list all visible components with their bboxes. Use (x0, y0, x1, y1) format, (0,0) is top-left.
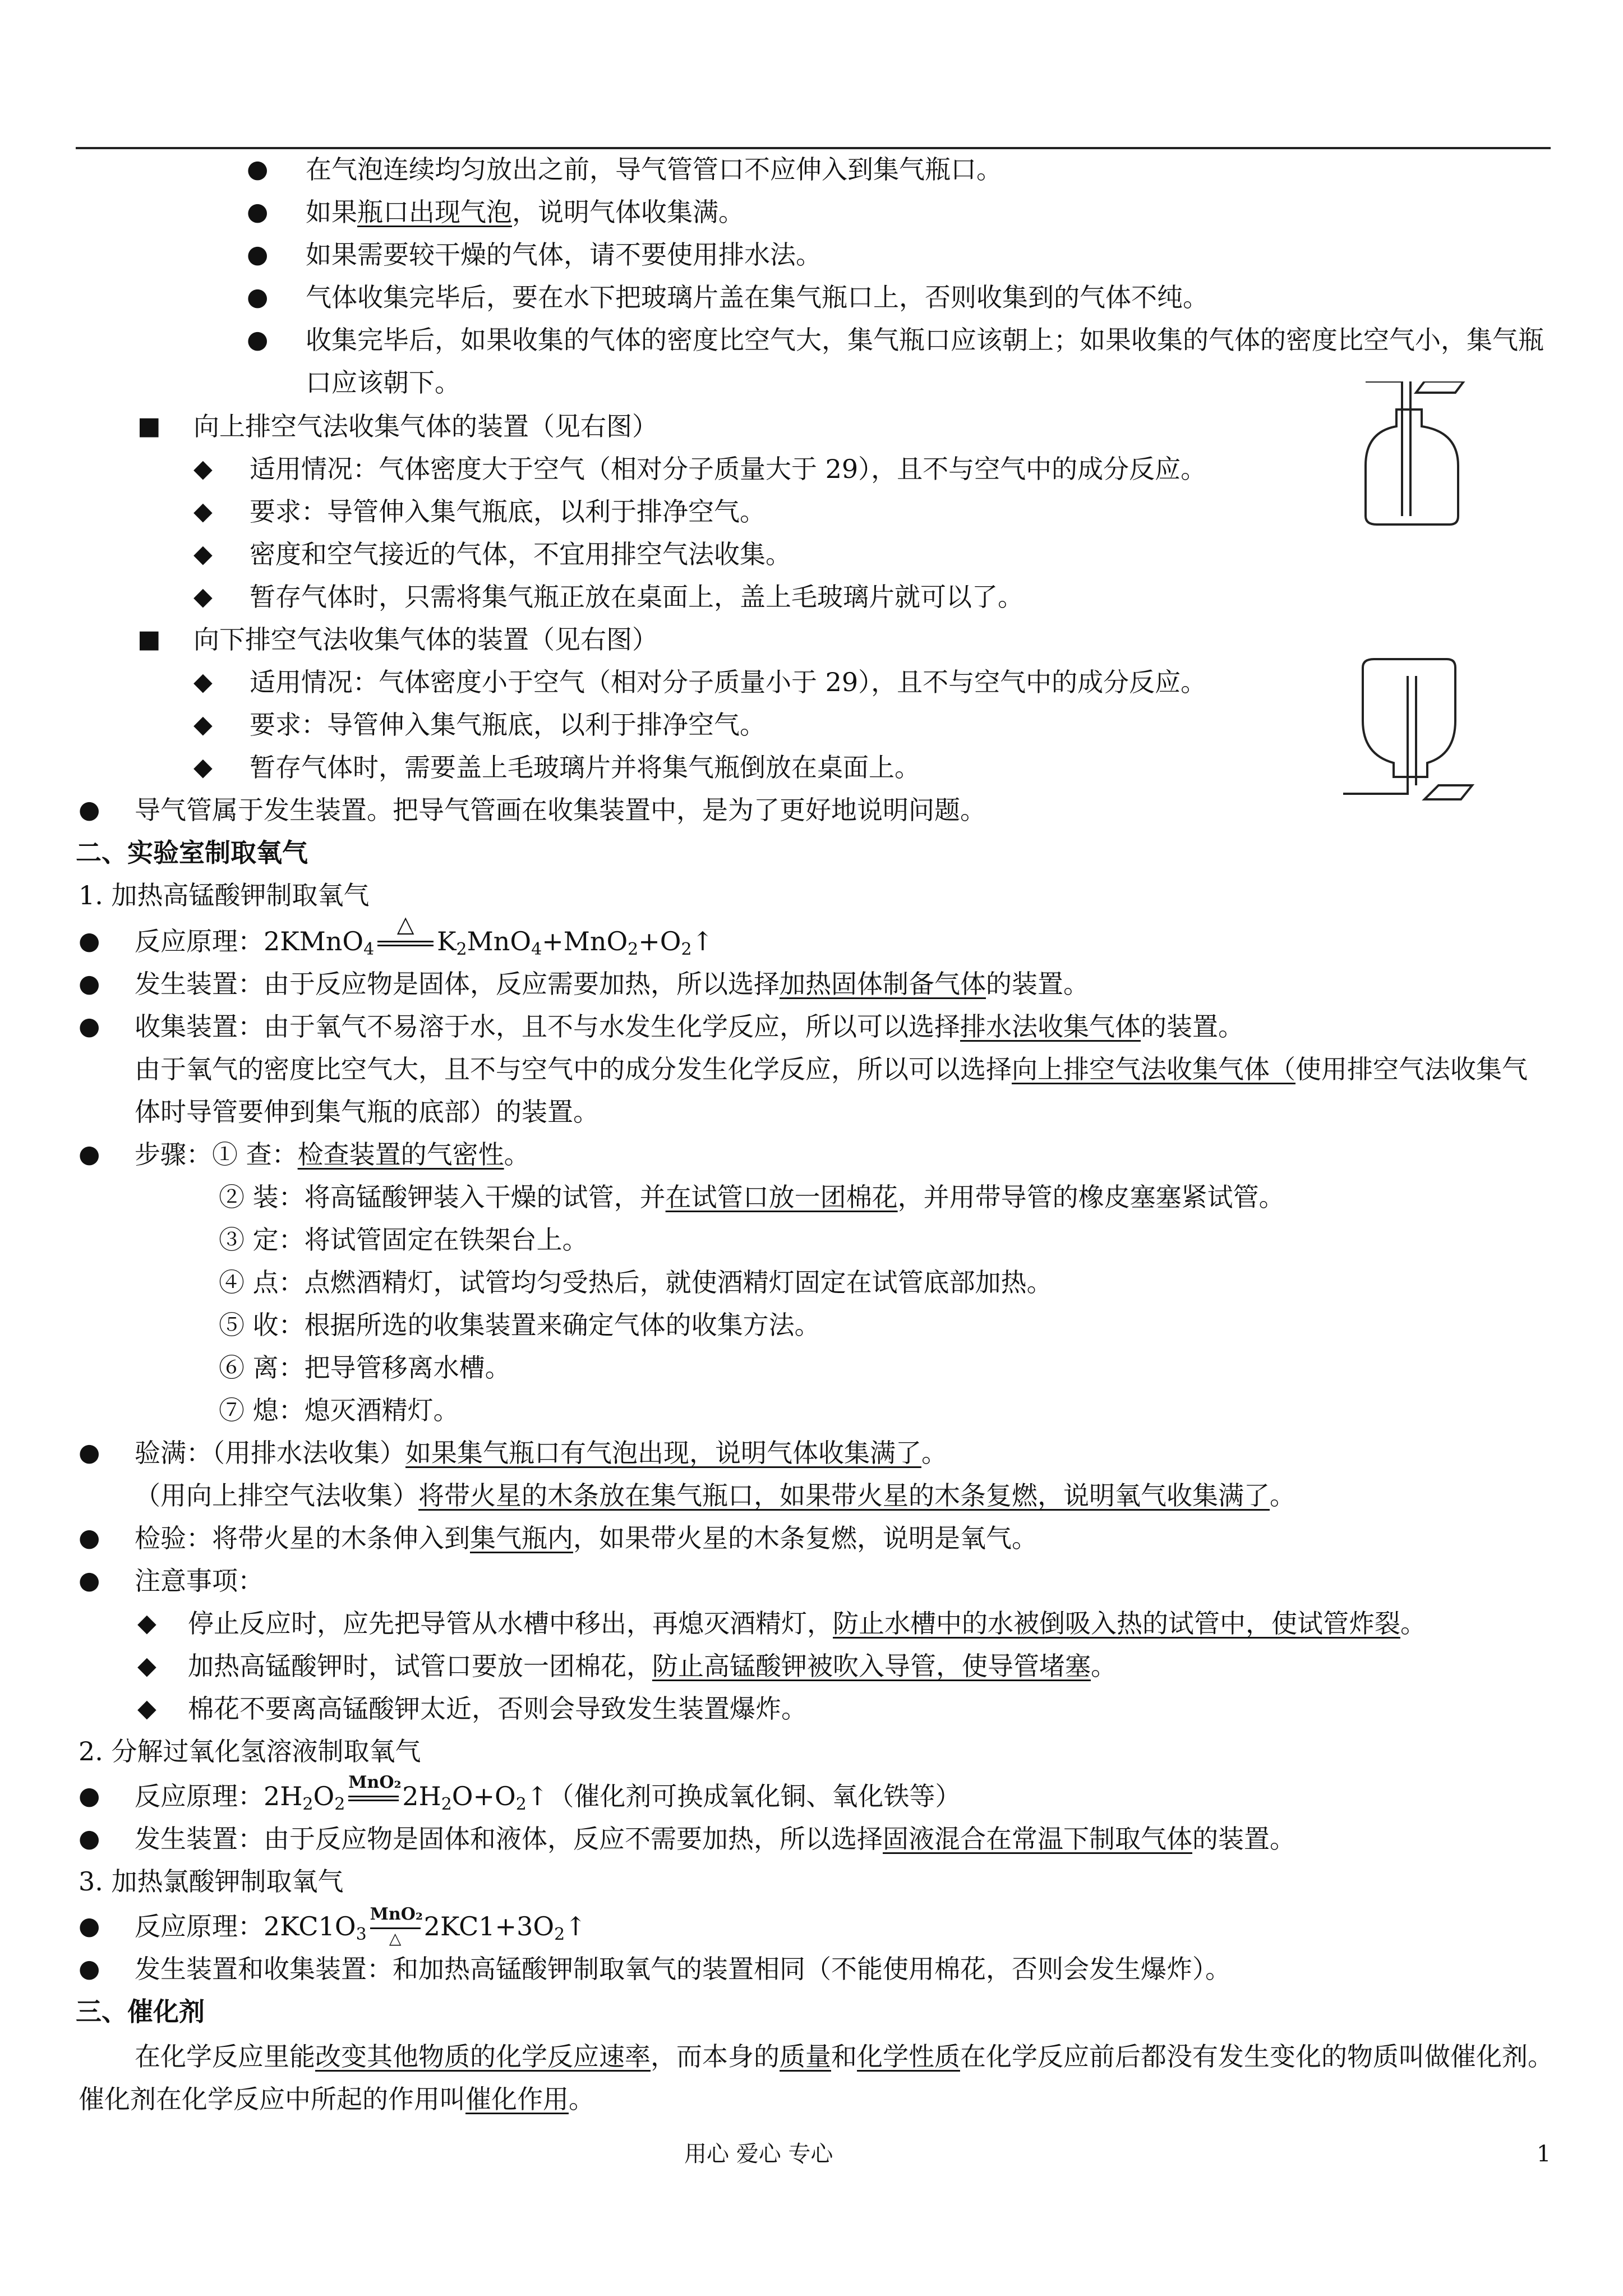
footer-motto: 用心 爱心 专心 (684, 2141, 833, 2167)
equation-h2o2: 反应原理：$2H_2O_2$ MnO₂ $2H_2O+O_2↑$（催化剂可换成氧化铜、氧化铁等） (135, 1773, 961, 1814)
step-line: ⑥ 离：把导管移离水槽。 (219, 1352, 511, 1383)
bullet-dot: ● (79, 1438, 100, 1467)
text-line: 检验：将带火星的木条伸入到集气瓶内，如果带火星的木条复燃，说明是氧气。 (135, 1523, 1038, 1553)
text-line: 验满：（用排水法收集）如果集气瓶口有气泡出现，说明气体收集满了。 (135, 1438, 947, 1468)
reaction-arrow: MnO₂ △ (370, 1904, 423, 1948)
text-line: 在气泡连续均匀放出之前，导气管管口不应伸入到集气瓶口。 (306, 154, 1002, 185)
bullet-square: ■ (137, 412, 161, 440)
text-line: 注意事项： (135, 1566, 264, 1596)
text-paragraph: 收集完毕后，如果收集的气体的密度比空气大，集气瓶口应该朝上；如果收集的气体的密度比空气小，集气瓶口应该朝下。 (306, 325, 1544, 398)
bullet-diamond: ◆ (193, 497, 213, 526)
text-line: 如果需要较干燥的气体，请不要使用排水法。 (306, 240, 822, 270)
text-line: 暂存气体时，需要盖上毛玻璃片并将集气瓶倒放在桌面上。 (250, 752, 920, 783)
bullet-dot: ● (79, 1140, 100, 1168)
bullet-diamond: ◆ (193, 668, 213, 696)
section-heading: 三、催化剂 (76, 1996, 205, 2027)
text-line: 棉花不要离高锰酸钾太近，否则会导致发生装置爆炸。 (188, 1694, 807, 1724)
step-line: ② 装：将高锰酸钾装入干燥的试管，并在试管口放一团棉花，并用带导管的橡皮塞塞紧试管。 (219, 1182, 1285, 1212)
text-line: 适用情况：气体密度小于空气（相对分子质量小于 29），且不与空气中的成分反应。 (250, 667, 1207, 697)
text-line: 停止反应时，应先把导管从水槽中移出，再熄灭酒精灯，防止水槽中的水被倒吸入热的试管中，使试管炸裂。 (188, 1608, 1426, 1639)
text-line: 向下排空气法收集气体的装置（见右图） (193, 624, 658, 655)
bullet-diamond: ◆ (193, 454, 213, 483)
catalyst-paragraph: 在化学反应里能改变其他物质的化学反应速率，而本身的质量和化学性质在化学反应前后都没有发生变化的物质叫做催化剂。催化剂在化学反应中所起的作用叫催化作用。 (79, 2041, 1553, 2114)
subsection-heading: 1. 加热高锰酸钾制取氧气 (79, 880, 370, 910)
bullet-dot: ● (79, 969, 100, 998)
bullet-dot: ● (247, 283, 269, 311)
bullet-dot: ● (79, 1824, 100, 1853)
bullet-diamond: ◆ (193, 540, 213, 568)
subsection-heading: 3. 加热氯酸钾制取氧气 (79, 1866, 344, 1897)
section-heading: 二、实验室制取氧气 (76, 838, 308, 868)
subsection-heading: 2. 分解过氧化氢溶液制取氧气 (79, 1736, 421, 1766)
bullet-diamond: ◆ (137, 1609, 156, 1637)
text-line: 适用情况：气体密度大于空气（相对分子质量大于 29），且不与空气中的成分反应。 (250, 454, 1207, 484)
bullet-dot: ● (247, 197, 269, 226)
text-line: 收集装置：由于氧气不易溶于水，且不与水发生化学反应，所以可以选择排水法收集气体的装置。 (135, 1011, 1244, 1042)
step-line: ⑤ 收：根据所选的收集装置来确定气体的收集方法。 (219, 1310, 820, 1340)
text-line: 发生装置：由于反应物是固体，反应需要加热，所以选择加热固体制备气体的装置。 (135, 969, 1089, 999)
text-line: 加热高锰酸钾时，试管口要放一团棉花，防止高锰酸钾被吹入导管，使导管堵塞。 (188, 1651, 1117, 1681)
bullet-dot: ● (79, 1912, 100, 1940)
text-line: 步骤：① 查：检查装置的气密性。 (135, 1139, 530, 1170)
bullet-diamond: ◆ (137, 1694, 156, 1723)
bullet-diamond: ◆ (193, 582, 213, 611)
bullet-diamond: ◆ (137, 1651, 156, 1680)
bullet-dot: ● (79, 795, 100, 824)
bullet-dot: ● (79, 1566, 100, 1595)
text-line: 导气管属于发生装置。把导气管画在收集装置中，是为了更好地说明问题。 (135, 795, 986, 825)
bullet-dot: ● (247, 325, 269, 354)
text-line: 向上排空气法收集气体的装置（见右图） (193, 411, 658, 441)
bullet-dot: ● (79, 1782, 100, 1810)
text-line: 要求：导管伸入集气瓶底，以利于排净空气。 (250, 710, 766, 740)
bullet-square: ■ (137, 625, 161, 654)
reaction-arrow: MnO₂ (348, 1796, 399, 1801)
header-rule (76, 147, 1551, 149)
upward-air-collection-bottle-diagram (1354, 381, 1483, 527)
text-line: 发生装置和收集装置：和加热高锰酸钾制取氧气的装置相同（不能使用棉花，否则会发生爆炸）。 (135, 1954, 1231, 1984)
bullet-dot: ● (79, 1954, 100, 1983)
bullet-dot: ● (79, 1012, 100, 1041)
step-line: ③ 定：将试管固定在铁架台上。 (219, 1225, 588, 1255)
text-line: 要求：导管伸入集气瓶底，以利于排净空气。 (250, 496, 766, 527)
step-line: ④ 点：点燃酒精灯，试管均匀受热后，就使酒精灯固定在试管底部加热。 (219, 1267, 1053, 1297)
bullet-diamond: ◆ (193, 710, 213, 739)
text-line: 暂存气体时，只需将集气瓶正放在桌面上，盖上毛玻璃片就可以了。 (250, 582, 1023, 612)
bullet-diamond: ◆ (193, 753, 213, 781)
bullet-dot: ● (247, 240, 269, 269)
bullet-dot: ● (247, 155, 269, 183)
equation-kclo3: 反应原理：$2KC1O_3$ MnO₂ △ $2KC1+3O_2↑$ (135, 1904, 587, 1948)
bullet-dot: ● (79, 927, 100, 955)
text-line: 如果瓶口出现气泡，说明气体收集满。 (306, 197, 744, 227)
reaction-arrow: △ (377, 941, 434, 946)
step-line: ⑦ 熄：熄灭酒精灯。 (219, 1395, 459, 1425)
bullet-dot: ● (79, 1524, 100, 1552)
text-line: 密度和空气接近的气体，不宜用排空气法收集。 (250, 539, 791, 569)
text-paragraph: 由于氧气的密度比空气大，且不与空气中的成分发生化学反应，所以可以选择向上排空气法收集气体（使用排空气法收集气体时导管要伸到集气瓶的底部）的装置。 (135, 1054, 1528, 1127)
text-line: （用向上排空气法收集）将带火星的木条放在集气瓶口，如果带火星的木条复燃，说明氧气收集满了。 (135, 1480, 1295, 1511)
equation-kmno4: 反应原理：2KMnO$_4$ △ $K_2MnO_4+MnO_2+O_2↑$ (135, 911, 714, 959)
downward-air-collection-bottle-diagram (1340, 656, 1481, 808)
page-number: 1 (1537, 2141, 1551, 2167)
text-line: 气体收集完毕后，要在水下把玻璃片盖在集气瓶口上，否则收集到的气体不纯。 (306, 282, 1209, 312)
text-line: 发生装置：由于反应物是固体和液体，反应不需要加热，所以选择固液混合在常温下制取气体的装置。 (135, 1824, 1295, 1854)
